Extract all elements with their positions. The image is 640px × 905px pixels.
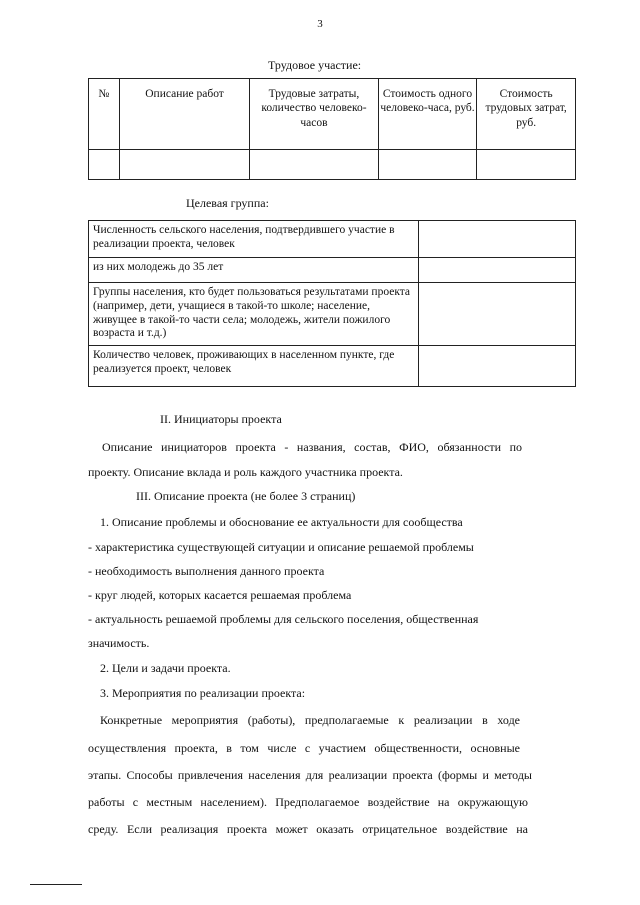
section-3-para-line-1: Конкретные мероприятия (работы), предполагаемые к реализации в ходе: [100, 713, 520, 727]
section-3-bullet-2: - необходимость выполнения данного проекта: [88, 564, 325, 578]
section-3-bullet-4a: - актуальность решаемой проблемы для сельского поселения, общественная: [88, 612, 479, 626]
target-row: [89, 283, 576, 346]
section-3-bullet-4b: значимость.: [88, 636, 150, 650]
labor-cell[interactable]: [378, 150, 477, 180]
header-work-description: Описание работ: [119, 79, 249, 150]
target-row: [89, 221, 576, 258]
section-3-item-2: 2. Цели и задачи проекта.: [100, 661, 231, 675]
labor-cell[interactable]: [250, 150, 378, 180]
labor-cell[interactable]: [119, 150, 249, 180]
section-3-bullet-1: - характеристика существующей ситуации и описание решаемой проблемы: [88, 540, 474, 554]
target-row-label: Численность сельского населения, подтвердившего участие в реализации проекта, человек: [89, 221, 419, 258]
section-3-title: III. Описание проекта (не более 3 страниц): [136, 489, 356, 503]
section-2-title: II. Инициаторы проекта: [160, 412, 282, 426]
section-3-bullet-3: - круг людей, которых касается решаемая проблема: [88, 588, 352, 602]
target-row-label: Группы населения, кто будет пользоваться результатами проекта (например, дети, учащиеся в такой-то школе; население, живущее в такой-то части села; молодежь, жители пожилого возраста и т.д.): [89, 283, 419, 346]
target-row-value[interactable]: [419, 283, 576, 346]
section-2-line-1: Описание инициаторов проекта - названия, состав, ФИО, обязанности по: [102, 440, 522, 454]
footnote-divider: [30, 884, 82, 885]
target-row-label: из них молодежь до 35 лет: [89, 258, 419, 283]
target-row-label: Количество человек, проживающих в населенном пункте, где реализуется проект, человек: [89, 346, 419, 387]
header-hour-cost: Стоимость одного человеко-часа, руб.: [378, 79, 477, 150]
section-3-item-3: 3. Мероприятия по реализации проекта:: [100, 686, 306, 700]
labor-empty-row: [89, 150, 576, 180]
labor-table: [88, 78, 576, 180]
target-title: Целевая группа:: [186, 196, 269, 210]
target-row-value[interactable]: [419, 258, 576, 283]
section-3-para-line-5: среду. Если реализация проекта может оказать отрицательное воздействие на: [88, 822, 528, 836]
target-row-value[interactable]: [419, 346, 576, 387]
labor-header-row: [89, 79, 576, 150]
labor-cell[interactable]: [89, 150, 120, 180]
target-row-value[interactable]: [419, 221, 576, 258]
labor-title: Трудовое участие:: [268, 58, 362, 72]
header-labor-hours: Трудовые затраты, количество человеко-часов: [250, 79, 378, 150]
target-row: [89, 258, 576, 283]
page-number: 3: [317, 18, 323, 30]
labor-cell[interactable]: [477, 150, 576, 180]
header-total-cost: Стоимость трудовых затрат, руб.: [477, 79, 576, 150]
header-number: №: [89, 79, 120, 150]
target-row: [89, 346, 576, 387]
section-3-para-line-3: этапы. Способы привлечения населения для реализации проекта (формы и методы: [88, 768, 532, 782]
section-3-item-1: 1. Описание проблемы и обоснование ее актуальности для сообщества: [100, 515, 463, 529]
section-2-line-2: проекту. Описание вклада и роль каждого участника проекта.: [88, 465, 403, 479]
section-3-para-line-4: работы с местным населением). Предполагаемое воздействие на окружающую: [88, 795, 528, 809]
target-table: [88, 220, 576, 387]
section-3-para-line-2: осуществления проекта, в том числе с участием общественности, основные: [88, 741, 520, 755]
